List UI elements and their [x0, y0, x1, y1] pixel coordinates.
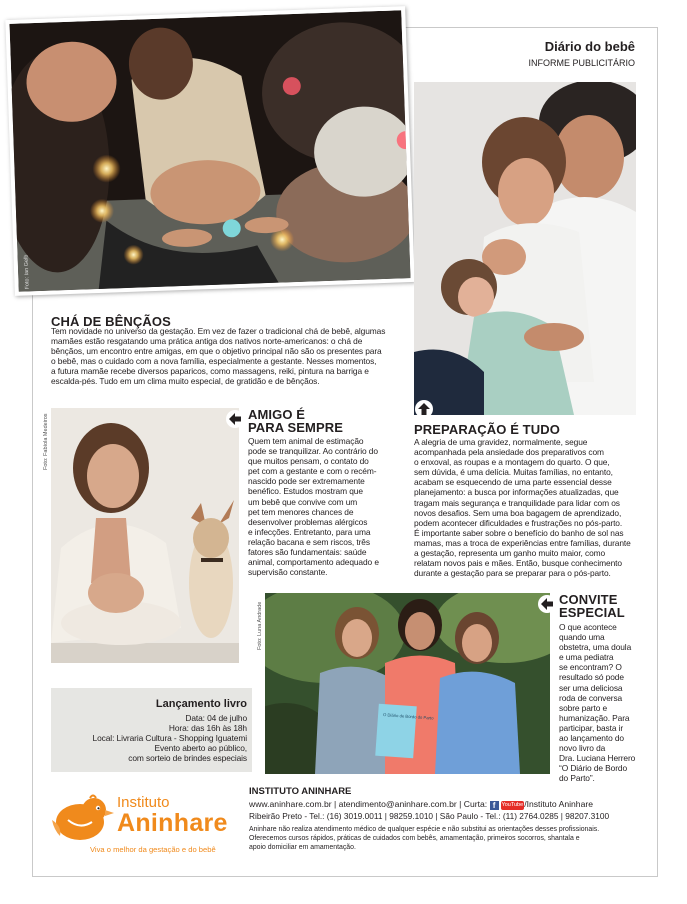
preparacao-line: mamas, mas a troca de experiências entre famílias, durante	[414, 537, 631, 548]
lancamento-title: Lançamento livro	[155, 698, 247, 710]
preparacao-line: relatam novos pais e mães. Então, busque conhecimento	[414, 558, 622, 569]
section-subtitle: INFORME PUBLICITÁRIO	[528, 58, 635, 68]
lancamento-line: com sorteio de brindes especiais	[128, 753, 247, 764]
three-women-photo	[265, 593, 550, 774]
convite-line: roda de conversa	[559, 692, 623, 703]
preparacao-body	[414, 437, 639, 578]
cha-heading: CHÁ DE BÊNÇÃOS	[51, 314, 171, 329]
cha-line: mamães estão resgatando uma prática antiga dos nativos norte-americanos: o chá de	[51, 336, 363, 347]
social-handle[interactable]: /Instituto Aninhare	[524, 799, 593, 809]
preparacao-line: A alegria de uma gravidez, normalmente, segue	[414, 437, 588, 447]
lancamento-line: Hora: das 16h às 18h	[168, 723, 247, 734]
convite-line: ser uma deliciosa	[559, 682, 623, 693]
convite-line: “O Diário de Bordo	[559, 763, 628, 774]
amigo-line: fatores são fundamentais: saúde	[248, 547, 367, 558]
photo-credit: Foto: Fabíola Medeiros	[43, 413, 49, 470]
cha-line: bênçãos, um encontro entre amigas, em que o objetivo principal não são os presentes para	[51, 346, 382, 357]
book-cover-text: O Diário de Bordo do Parto	[382, 712, 434, 721]
convite-line: resultado só pode	[559, 672, 624, 683]
preparacao-line: É importante saber sobre o benefício do banho de sol nas	[414, 527, 624, 538]
amigo-heading-line: PARA SEMPRE	[248, 420, 344, 435]
contact-line-1	[249, 799, 593, 810]
convite-line: ao lançamento do	[559, 733, 624, 744]
lancamento-line: Data: 04 de julho	[185, 713, 247, 723]
preparacao-line: a gestação, representa um ganho muito maior, como	[414, 548, 606, 559]
family-photo-image	[414, 82, 636, 415]
convite-line: do Parto”.	[559, 773, 595, 784]
convite-heading-line: ESPECIAL	[559, 605, 625, 620]
cha-line: a futura mamãe recebe diversos paparicos, como massagens, reiki, pintura na barriga e	[51, 366, 369, 377]
lancamento-line: Local: Livraria Cultura - Shopping Iguatemi	[92, 733, 247, 744]
arrow-left-icon	[226, 410, 244, 428]
section-title: Diário do bebê	[544, 39, 635, 54]
preparacao-line: o enxoval, as roupas e a montagem do quarto. O que,	[414, 457, 610, 468]
candles-photo-image	[9, 10, 410, 292]
amigo-line: Quem tem animal de estimação	[248, 436, 364, 446]
disclaimer	[249, 826, 639, 852]
convite-line: sobre parto e	[559, 702, 608, 713]
cha-line: o bebê, mas o cuidado com a nova família, especialmente a gestante. Nesses momentos,	[51, 356, 377, 367]
amigo-line: pet tem menores chances de	[248, 506, 354, 517]
facebook-icon[interactable]: f	[490, 801, 499, 810]
woman-dog-photo	[51, 408, 239, 663]
preparacao-line: podem acontecer dificuldades e frustrações no pós-parto.	[414, 517, 623, 528]
three-women-photo-image	[265, 593, 550, 774]
amigo-line: benéfico. Estudos mostram que	[248, 486, 363, 497]
preparacao-heading: PREPARAÇÃO É TUDO	[414, 422, 560, 437]
amigo-line: um bebê que convive com um	[248, 496, 358, 507]
arrow-up-icon	[415, 400, 433, 418]
contact-line-2: Ribeirão Preto - Tel.: (16) 3019.0011 | 98259.1010 | São Paulo - Tel.: (11) 2764.0285 | 98207.3100	[249, 811, 610, 821]
amigo-line: animal, comportamento adequado e	[248, 557, 379, 568]
amigo-line: desenvolver problemas alérgicos	[248, 516, 368, 527]
instituto-title: INSTITUTO ANINHARE	[249, 786, 352, 797]
amigo-line: pet com a gestante e com o recém-	[248, 466, 377, 477]
disclaimer-line: apoio domiciliar em amamentação.	[249, 843, 356, 851]
amigo-line: e infecções. Entretanto, para uma	[248, 526, 371, 537]
cha-line: escalda-pés. Tudo em um clima muito especial, de gratidão e de bênçãos.	[51, 376, 320, 387]
amigo-line: nascido pode ser extremamente	[248, 476, 365, 487]
convite-line: quando uma	[559, 632, 605, 643]
convite-body	[559, 622, 651, 784]
preparacao-line: tragam mais segurança e tranquilidade para lidar com os	[414, 497, 620, 508]
youtube-icon[interactable]: YouTube	[501, 802, 524, 808]
lancamento-box	[51, 688, 252, 772]
preparacao-line: durante a gestação para se preparar para o pós-parto.	[414, 568, 611, 579]
convite-line: humanização. Para	[559, 712, 630, 723]
disclaimer-line: Aninhare não realiza atendimento médico de qualquer espécie e não substitui as orientações desses profissionais.	[249, 826, 600, 833]
convite-heading	[559, 593, 625, 619]
preparacao-line: planejamento: a busca por informações atualizadas, que	[414, 487, 619, 498]
preparacao-line: acabam se esquecendo de uma parte essencial desse	[414, 477, 612, 488]
arrow-left-icon	[538, 595, 556, 613]
preparacao-line: novos desafios. Sem uma boa bagagem de aprendizado,	[414, 507, 622, 518]
disclaimer-line: Oferecemos cursos rápidos, práticas de cuidados com bebês, amamentação, primeiros socorros, shantala e	[249, 834, 580, 842]
amigo-heading	[248, 408, 343, 434]
cha-body	[51, 326, 416, 387]
convite-heading-line: CONVITE	[559, 592, 618, 607]
convite-line: novo livro da	[559, 743, 606, 754]
woman-dog-photo-image	[51, 408, 239, 663]
lancamento-line: Evento aberto ao público,	[154, 743, 247, 754]
cha-line: Tem novidade no universo da gestação. Em vez de fazer o tradicional chá de bebê, algumas	[51, 326, 386, 336]
convite-line: Dra. Luciana Herrero	[559, 753, 636, 764]
amigo-line: relação bacana e sem riscos, três	[248, 536, 370, 547]
amigo-line: supervisão constante.	[248, 567, 328, 578]
convite-line: obstetra, uma doula	[559, 642, 632, 653]
convite-line: participar, basta ir	[559, 722, 624, 733]
amigo-body	[248, 436, 408, 577]
amigo-line: que muitos pensam, o contato do	[248, 456, 369, 467]
contact-links[interactable]: www.aninhare.com.br | atendimento@aninhare.com.br | Curta:	[249, 799, 490, 809]
convite-line: se encontram? O	[559, 662, 622, 673]
bird-icon	[50, 790, 120, 842]
family-photo	[414, 82, 636, 415]
photo-credit: Foto: Luna Andrade	[257, 601, 263, 650]
preparacao-line: sem dúvida, é uma delícia. Muitas famílias, no entanto,	[414, 467, 613, 478]
convite-line: O que acontece	[559, 622, 617, 632]
logo-instituto-text: Instituto	[117, 794, 170, 811]
aninhare-logo	[50, 790, 245, 858]
amigo-line: pode se tranquilizar. Ao contrário do	[248, 446, 378, 457]
photo-credit: Foto: Ian Gelb	[23, 254, 31, 290]
candles-photo	[5, 6, 414, 296]
lancamento-details	[51, 713, 247, 763]
logo-tagline: Viva o melhor da gestação e do bebê	[90, 845, 216, 854]
preparacao-line: acompanhada pela ansiedade dos preparativos com	[414, 447, 604, 458]
convite-line: e uma pediatra	[559, 652, 614, 663]
amigo-heading-line: AMIGO É	[248, 407, 306, 422]
logo-aninhare-text: Aninhare	[117, 809, 228, 837]
